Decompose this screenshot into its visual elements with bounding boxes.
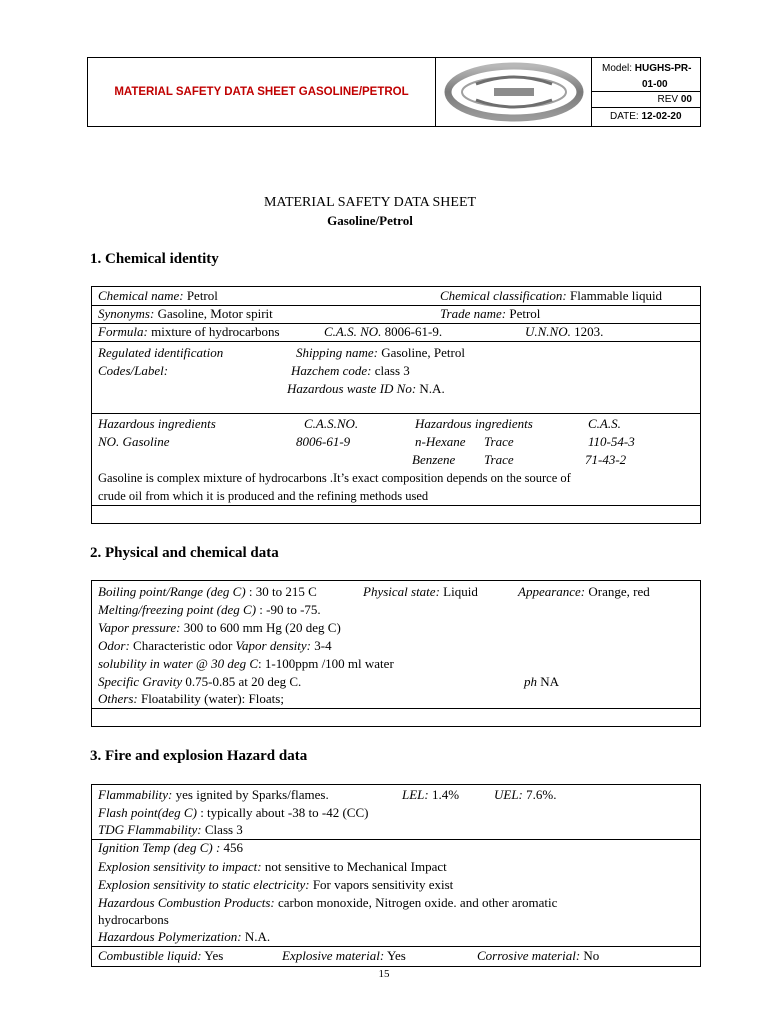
ingredients-header-3: Hazardous ingredients — [415, 416, 533, 431]
flash-point: : typically about -38 to -42 (CC) — [196, 805, 369, 820]
combustion-products: carbon monoxide, Nitrogen oxide. and other aromatic — [274, 895, 558, 910]
section-3-heading: 3. Fire and explosion Hazard data — [90, 748, 308, 764]
hazchem-label: Hazchem code: — [291, 363, 372, 378]
physical-data-table — [91, 580, 701, 727]
chem-name: Petrol — [183, 288, 218, 303]
model-cell — [592, 58, 700, 92]
unno-label: U.N.NO. — [525, 324, 571, 339]
ingredients-header-2: C.A.S.NO. — [304, 416, 359, 431]
rev-cell — [592, 92, 700, 108]
appearance: Orange, red — [585, 584, 650, 599]
physical-state: Liquid — [439, 584, 478, 599]
flash-point-label: Flash point(deg C) — [98, 805, 197, 820]
chemical-identity-table — [91, 286, 701, 524]
table-row-empty — [92, 506, 700, 523]
ingredient-hexane: n-Hexane — [415, 434, 466, 449]
combustible-label: Combustible liquid: — [98, 948, 202, 963]
odor: Characteristic odor — [129, 638, 236, 653]
vapor-density-label: Vapor density: — [235, 638, 312, 653]
combustion-products-2: hydrocarbons — [98, 912, 169, 927]
impact-label: Explosion sensitivity to impact: — [98, 859, 262, 874]
uel: 7.6%. — [522, 787, 557, 802]
waste-label: Hazardous waste ID No: — [287, 381, 417, 396]
table-row — [92, 840, 700, 947]
rev-label: REV — [657, 94, 679, 105]
table-row — [92, 287, 700, 306]
formula: mixture of hydrocarbons — [147, 324, 280, 339]
vapor-density: 3-4 — [311, 638, 332, 653]
table-row — [92, 785, 700, 840]
synonyms: Gasoline, Motor spirit — [154, 306, 273, 321]
others-label: Others: — [98, 691, 138, 706]
table-row-empty — [92, 709, 700, 726]
uel-label: UEL: — [494, 787, 523, 802]
section-1-heading: 1. Chemical identity — [90, 251, 219, 267]
ingredient-hexane-cas: 110-54-3 — [588, 434, 635, 449]
model-label: Model: — [602, 63, 633, 74]
ingredients-header-4: C.A.S. — [588, 416, 621, 431]
classification-label: Chemical classification: — [440, 288, 567, 303]
ignition-temp: 456 — [220, 840, 244, 855]
codes-label: Codes/Label: — [98, 363, 169, 378]
date-cell — [592, 108, 700, 126]
ingredient-benzene: Benzene — [412, 452, 456, 467]
lel-label: LEL: — [402, 787, 429, 802]
table-row — [92, 324, 700, 342]
polymerization-label: Hazardous Polymerization: — [98, 929, 242, 944]
combustible: Yes — [201, 948, 224, 963]
rev-value: 00 — [680, 94, 692, 105]
regulated-label: Regulated identification — [98, 345, 224, 360]
document-subtitle: Gasoline/Petrol — [327, 213, 413, 228]
formula-label: Formula: — [98, 324, 148, 339]
composition-description-2: crude oil from which it is produced and the refining methods used — [98, 489, 429, 503]
shipping-name: Gasoline, Petrol — [377, 345, 465, 360]
others: Floatability (water): Floats; — [137, 691, 284, 706]
unno: 1203. — [570, 324, 604, 339]
ph-label: ph — [524, 674, 537, 689]
tdg: Class 3 — [201, 822, 243, 837]
polymerization: N.A. — [241, 929, 271, 944]
melting-point: : -90 to -75. — [256, 602, 321, 617]
model-value: HUGHS-PR- — [634, 63, 692, 74]
odor-label: Odor: — [98, 638, 130, 653]
cas-label: C.A.S. NO. — [324, 324, 382, 339]
trade-name: Petrol — [506, 306, 541, 321]
cas-number: 8006-61-9. — [381, 324, 443, 339]
impact: not sensitive to Mechanical Impact — [261, 859, 447, 874]
page-number: 15 — [378, 968, 390, 980]
date-label: DATE: — [610, 111, 639, 122]
ph: NA — [537, 674, 560, 689]
boiling-point-label: Boiling point/Range (deg C) — [98, 584, 246, 599]
static-label: Explosion sensitivity to static electricity: — [98, 877, 310, 892]
ingredient-gasoline: NO. Gasoline — [98, 434, 170, 449]
chem-name-label: Chemical name: — [98, 288, 184, 303]
trade-label: Trade name: — [440, 306, 507, 321]
corrosive: No — [580, 948, 600, 963]
tdg-label: TDG Flammability: — [98, 822, 202, 837]
appearance-label: Appearance: — [518, 584, 586, 599]
composition-description-1: Gasoline is complex mixture of hydrocarbons .It’s exact composition depends on the source of — [98, 471, 571, 485]
ingredients-header-1: Hazardous ingredients — [98, 416, 216, 431]
vapor-pressure: 300 to 600 mm Hg (20 deg C) — [180, 620, 341, 635]
specific-gravity-label: Specific Gravity — [98, 674, 183, 689]
document-header — [87, 57, 701, 127]
vapor-pressure-label: Vapor pressure: — [98, 620, 181, 635]
company-logo — [436, 58, 592, 126]
ingredient-gasoline-cas: 8006-61-9 — [296, 434, 351, 449]
table-row — [92, 581, 700, 709]
ignition-temp-label: Ignition Temp (deg C) : — [98, 840, 221, 855]
model-value-2: 01-00 — [642, 79, 668, 90]
solubility: : 1-100ppm /100 ml water — [258, 656, 394, 671]
flammability: yes ignited by Sparks/flames. — [172, 787, 329, 802]
flammability-label: Flammability: — [98, 787, 173, 802]
ingredient-benzene-cas: 71-43-2 — [585, 452, 627, 467]
header-title: MATERIAL SAFETY DATA SHEET GASOLINE/PETROL — [88, 58, 436, 126]
static: For vapors sensitivity exist — [309, 877, 454, 892]
waste-id: N.A. — [416, 381, 445, 396]
classification: Flammable liquid — [566, 288, 663, 303]
document-title: MATERIAL SAFETY DATA SHEET — [263, 195, 477, 210]
lel: 1.4% — [428, 787, 460, 802]
ingredient-benzene-trace: Trace — [484, 452, 514, 467]
explosive: Yes — [384, 948, 406, 963]
fire-hazard-table — [91, 784, 701, 967]
logo-graphic — [436, 58, 592, 126]
section-2-heading: 2. Physical and chemical data — [90, 545, 279, 561]
table-row — [92, 306, 700, 324]
boiling-point: : 30 to 215 C — [245, 584, 317, 599]
synonyms-label: Synonyms: — [98, 306, 155, 321]
table-row — [92, 342, 700, 414]
header-meta — [592, 58, 700, 126]
combustion-label: Hazardous Combustion Products: — [98, 895, 275, 910]
shipping-label: Shipping name: — [296, 345, 378, 360]
melting-point-label: Melting/freezing point (deg C) — [98, 602, 257, 617]
ingredient-hexane-trace: Trace — [484, 434, 514, 449]
date-value: 12-02-20 — [641, 111, 682, 122]
solubility-label: solubility in water @ 30 deg C — [98, 656, 259, 671]
table-row — [92, 947, 700, 966]
explosive-label: Explosive material: — [282, 948, 385, 963]
corrosive-label: Corrosive material: — [477, 948, 581, 963]
physical-state-label: Physical state: — [363, 584, 440, 599]
hazchem-code: class 3 — [371, 363, 410, 378]
table-row — [92, 414, 700, 506]
specific-gravity: 0.75-0.85 at 20 deg C. — [182, 674, 302, 689]
